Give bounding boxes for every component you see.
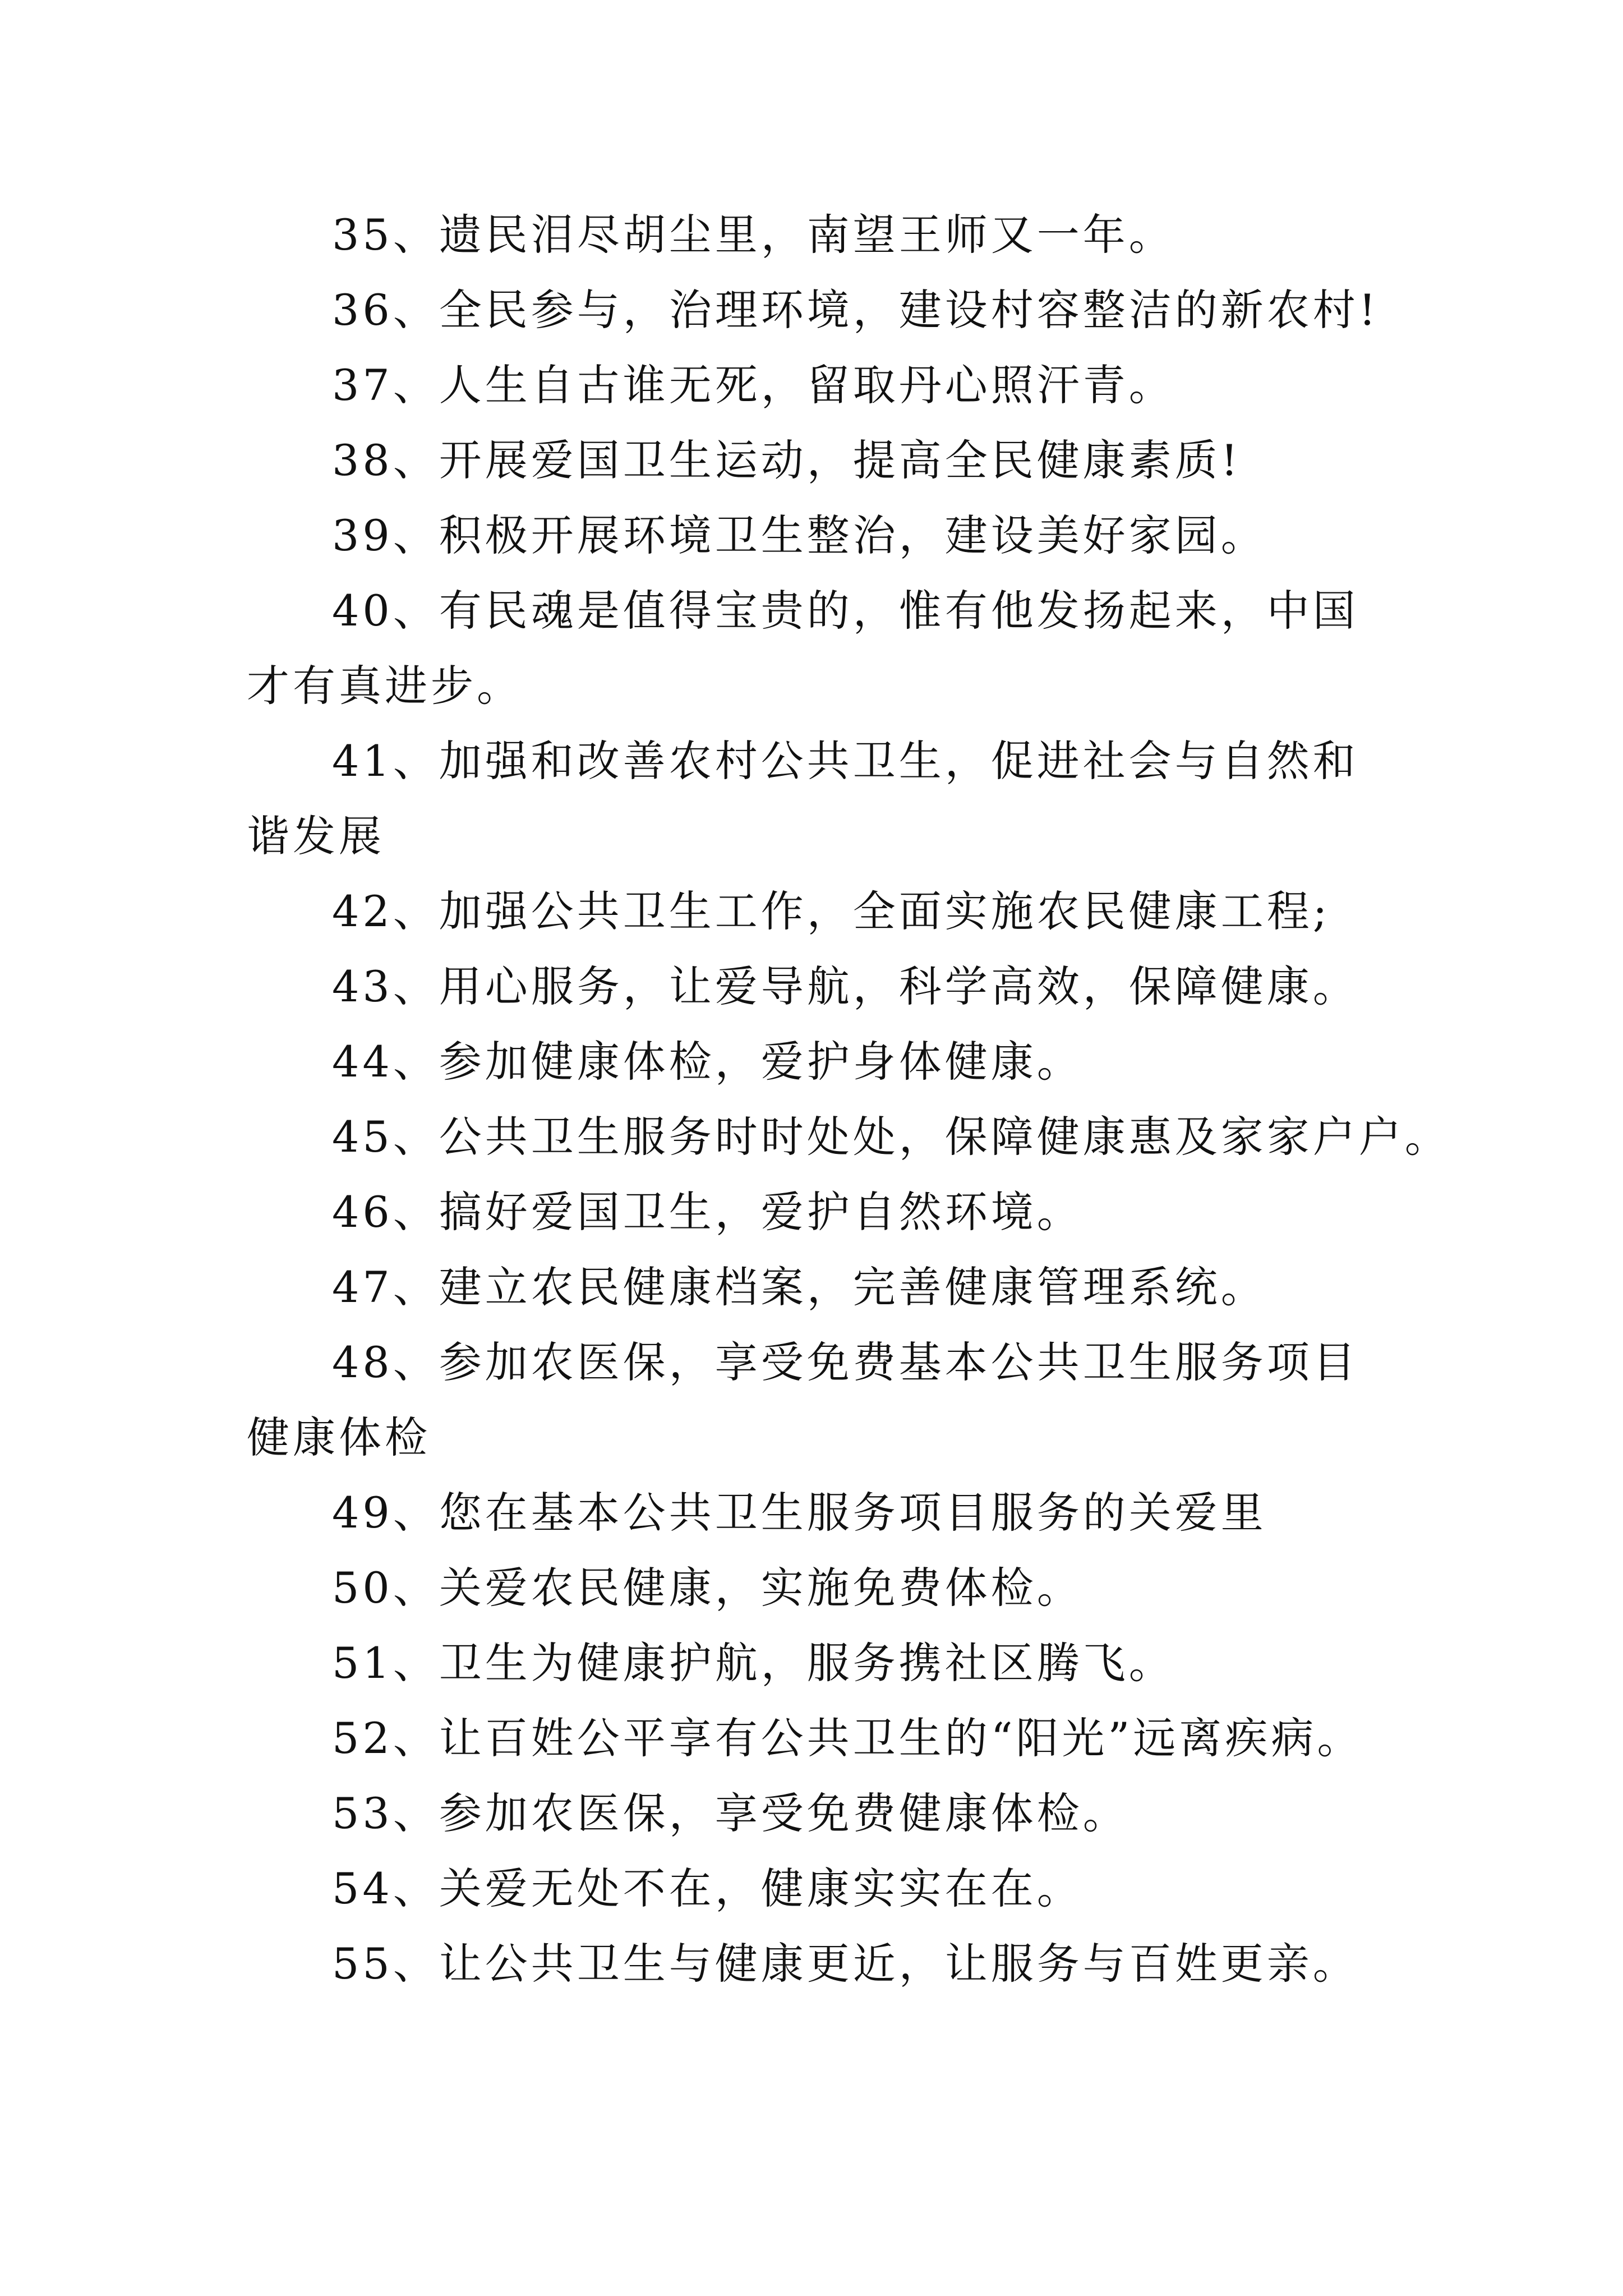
list-item: 36、全民参与，治理环境，建设村容整洁的新农村! <box>332 285 1380 335</box>
list-item: 53、参加农医保，享受免费健康体检。 <box>332 1788 1129 1838</box>
list-item: 51、卫生为健康护航，服务携社区腾飞。 <box>332 1638 1175 1688</box>
list-item: 48、参加农医保，享受免费基本公共卫生服务项目健康体检 <box>247 1337 1359 1462</box>
list-item: 42、加强公共卫生工作，全面实施农民健康工程; <box>332 886 1331 936</box>
list-item: 43、用心服务，让爱导航，科学高效，保障健康。 <box>332 961 1359 1011</box>
list-item: 39、积极开展环境卫生整治，建设美好家园。 <box>332 510 1267 560</box>
list-item: 50、关爱农民健康，实施免费体检。 <box>332 1563 1083 1613</box>
list-item: 44、参加健康体检，爱护身体健康。 <box>332 1037 1083 1087</box>
list-item: 45、公共卫生服务时时处处，保障健康惠及家家户户。 <box>332 1112 1451 1162</box>
list-item: 40、有民魂是值得宝贵的，惟有他发扬起来，中国才有真进步。 <box>247 586 1359 711</box>
list-item: 49、您在基本公共卫生服务项目服务的关爱里 <box>332 1488 1267 1538</box>
slogan-list <box>247 197 1451 2001</box>
list-item: 47、建立农民健康档案，完善健康管理系统。 <box>332 1262 1267 1312</box>
list-item: 46、搞好爱国卫生，爱护自然环境。 <box>332 1187 1083 1237</box>
list-item: 54、关爱无处不在，健康实实在在。 <box>332 1864 1083 1913</box>
list-item: 37、人生自古谁无死，留取丹心照汗青。 <box>332 360 1175 410</box>
list-item: 55、让公共卫生与健康更近，让服务与百姓更亲。 <box>332 1939 1359 1989</box>
list-item: 41、加强和改善农村公共卫生，促进社会与自然和谐发展 <box>247 736 1359 861</box>
list-item: 35、遗民泪尽胡尘里，南望王师又一年。 <box>332 210 1175 260</box>
list-item: 38、开展爱国卫生运动，提高全民健康素质! <box>332 435 1242 485</box>
list-item: 52、让百姓公平享有公共卫生的“阳光”远离疾病。 <box>332 1713 1363 1763</box>
